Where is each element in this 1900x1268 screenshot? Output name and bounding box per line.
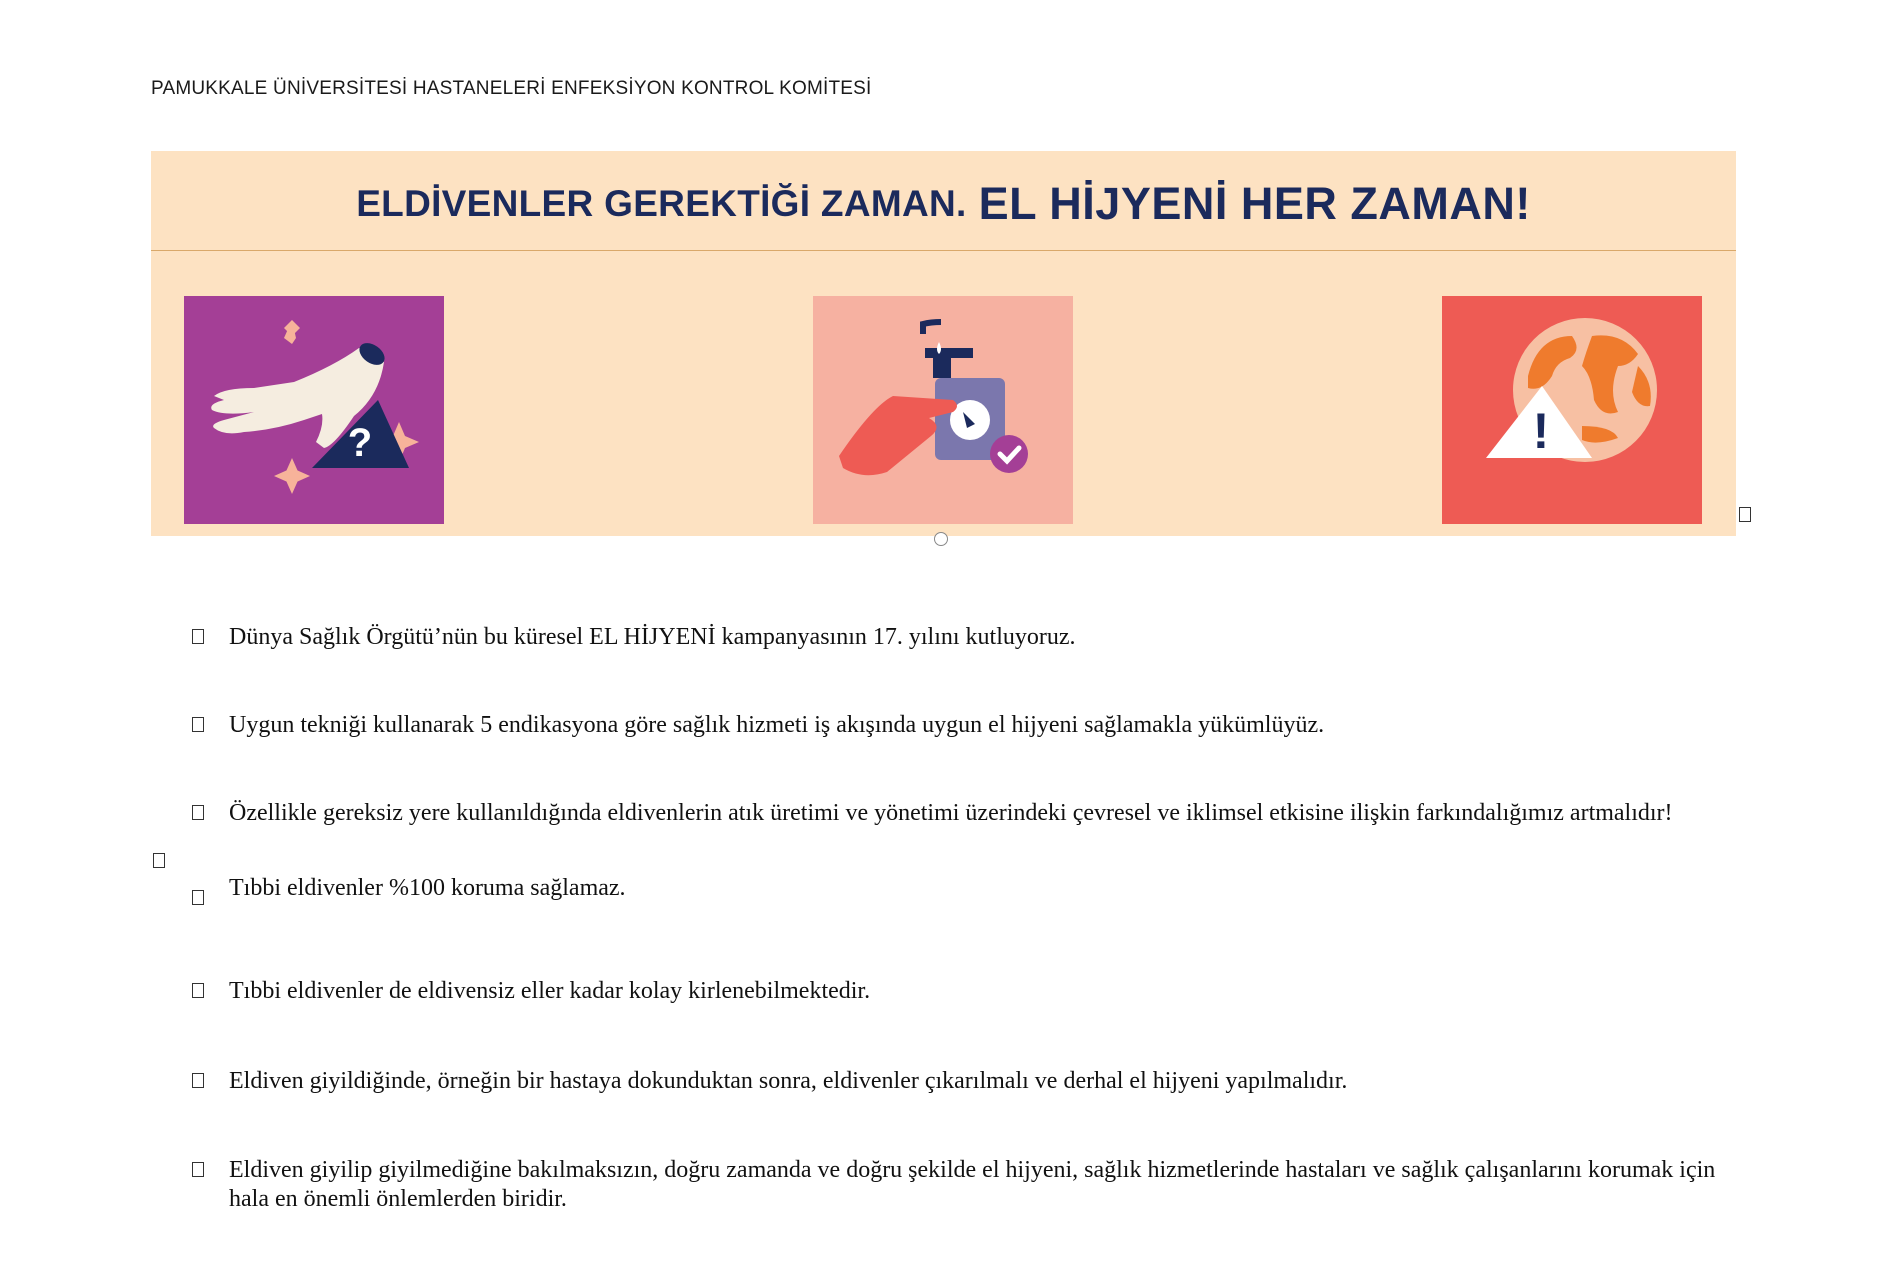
banner-title-part1: ELDİVENLER GEREKTİĞİ ZAMAN. [356, 182, 967, 224]
glove-question-icon [184, 296, 444, 524]
checkbox-glyph-icon [1739, 507, 1751, 522]
bullet-text: Tıbbi eldivenler %100 koruma sağlamaz. [229, 875, 626, 901]
question-mark: ? [347, 421, 373, 465]
globe-warning-icon [1442, 296, 1702, 524]
checkbox-glyph-icon [153, 853, 165, 868]
bullet-box-icon [192, 717, 204, 732]
banner-title-part2: EL HİJYENİ HER ZAMAN! [978, 177, 1531, 229]
image-resize-handle[interactable] [934, 532, 948, 546]
bullet-box-icon [192, 1073, 204, 1088]
document-header: PAMUKKALE ÜNİVERSİTESİ HASTANELERİ ENFEKSİYON KONTROL KOMİTESİ [151, 78, 872, 99]
bullet-text: Dünya Sağlık Örgütü’nün bu küresel EL HİJYENİ kampanyasının 17. yılını kutluyoruz. [229, 624, 1076, 650]
bullet-box-icon [192, 1162, 204, 1177]
bullet-text: Eldiven giyilip giyilmediğine bakılmaksızın, doğru zamanda ve doğru şekilde el hijyeni, sağlık hizmetlerinde hastaları ve sağlık çalışanlarını korumak için hala en önemli önlemlerden biridir. [229, 1157, 1716, 1212]
bullet-box-icon [192, 805, 204, 820]
bullet-text: Eldiven giyildiğinde, örneğin bir hastaya dokunduktan sonra, eldivenler çıkarılmalı ve derhal el hijyeni yapılmalıdır. [229, 1068, 1348, 1094]
bullet-box-icon [192, 983, 204, 998]
bullet-text: Uygun tekniği kullanarak 5 endikasyona göre sağlık hizmeti iş akışında uygun el hijyeni sağlamakla yükümlüyüz. [229, 712, 1325, 738]
bullet-box-icon [192, 629, 204, 644]
banner-title [151, 151, 1736, 251]
hand-sanitizer-icon [813, 296, 1073, 524]
campaign-banner [151, 151, 1736, 536]
bullet-text: Tıbbi eldivenler de eldivensiz eller kadar kolay kirlenebilmektedir. [229, 978, 871, 1004]
bullet-box-icon [192, 890, 204, 905]
bullet-text: Özellikle gereksiz yere kullanıldığında eldivenlerin atık üretimi ve yönetimi üzerindeki çevresel ve iklimsel etkisine ilişkin farkındalığımız artmalıdır! [229, 800, 1673, 826]
exclamation-mark: ! [1532, 403, 1550, 459]
